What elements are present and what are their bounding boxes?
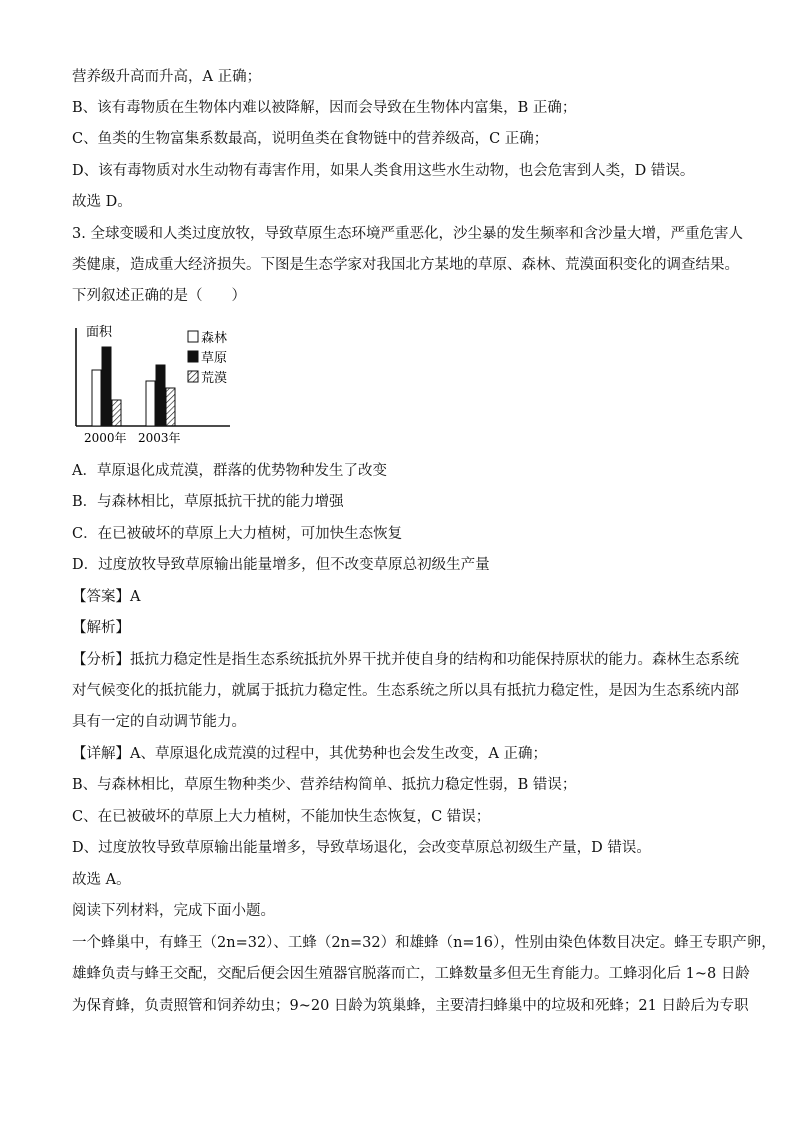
material-text: 为保育蜂，负责照管和饲养幼虫；9~20 日龄为筑巢蜂，主要清扫蜂巢中的垃圾和死蜂；21 日龄后为专职 [72, 998, 749, 1014]
detail-text: C、在已被破坏的草原上大力植树，不能加快生态恢复，C 错误； [72, 809, 491, 825]
answer-line: 【答案】A [72, 589, 141, 605]
bar-草原-2003年 [156, 365, 165, 426]
area-bar-chart [64, 318, 244, 446]
analysis-text: 具有一定的自动调节能力。 [72, 714, 246, 730]
bar-荒漠-2003年 [166, 388, 175, 426]
bar-森林-2003年 [146, 381, 155, 426]
question-3-stem: 类健康，造成重大经济损失。下图是生态学家对我国北方某地的草原、森林、荒漠面积变化的调查结果。 [72, 257, 739, 273]
text-line: D、该有毒物质对水生动物有毒害作用，如果人类食用这些水生动物，也会危害到人类，D 错误。 [72, 163, 695, 179]
bar-草原-2000年 [102, 347, 111, 426]
text-line: B、该有毒物质在生物体内难以被降解，因而会导致在生物体内富集，B 正确； [72, 100, 577, 116]
question-3-stem: 3. 全球变暖和人类过度放牧，导致草原生态环境严重恶化，沙尘暴的发生频率和含沙量大增，严重危害人 [72, 226, 743, 242]
detail-text: 【详解】A、草原退化成荒漠的过程中，其优势种也会发生改变，A 正确； [72, 746, 548, 762]
text-line: 故选 D。 [72, 194, 132, 210]
x-tick-label: 2000年 [84, 431, 127, 445]
legend-label-草原: 草原 [201, 351, 228, 366]
chart-bars [92, 347, 175, 426]
x-tick-label: 2003年 [138, 431, 181, 445]
legend-swatch-森林 [188, 331, 198, 342]
reading-instruction: 阅读下列材料，完成下面小题。 [72, 903, 275, 919]
bar-荒漠-2000年 [112, 400, 121, 426]
legend-swatch-草原 [188, 351, 198, 362]
detail-text: B、与森林相比，草原生物种类少、营养结构简单、抵抗力稳定性弱，B 错误； [72, 777, 577, 793]
analysis-text: 对气候变化的抵抗能力，就属于抵抗力稳定性。生态系统之所以具有抵抗力稳定性，是因为生态系统内部 [72, 683, 739, 699]
legend-label-森林: 森林 [201, 331, 228, 346]
text-line: C、鱼类的生物富集系数最高，说明鱼类在食物链中的营养级高，C 正确； [72, 131, 549, 147]
chart-legend [188, 330, 227, 386]
analysis-text: 【分析】抵抗力稳定性是指生态系统抵抗外界干扰并使自身的结构和功能保持原状的能力。森林生态系统 [72, 652, 739, 668]
text-line: 故选 A。 [72, 872, 131, 888]
bar-森林-2000年 [92, 370, 101, 426]
chart-tick-labels [84, 430, 181, 445]
option-c: C．在已被破坏的草原上大力植树，可加快生态恢复 [72, 526, 403, 542]
material-text: 雄蜂负责与蜂王交配，交配后便会因生殖器官脱落而亡，工蜂数量多但无生育能力。工蜂羽化后 1~8 日龄 [72, 966, 750, 982]
material-text: 一个蜂巢中，有蜂王（2n=32）、工蜂（2n=32）和雄蜂（n=16），性别由染色体数目决定。蜂王专职产卵， [72, 935, 776, 951]
question-3-stem: 下列叙述正确的是（ ） [72, 288, 246, 304]
option-d: D．过度放牧导致草原输出能量增多，但不改变草原总初级生产量 [72, 557, 490, 573]
text-line: 营养级升高而升高，A 正确； [72, 69, 262, 85]
analysis-heading: 【解析】 [72, 620, 130, 636]
chart-svg [64, 318, 244, 446]
option-a: A．草原退化成荒漠，群落的优势物种发生了改变 [72, 463, 387, 479]
option-b: B．与森林相比，草原抵抗干扰的能力增强 [72, 494, 344, 510]
legend-swatch-荒漠 [188, 371, 198, 382]
detail-text: D、过度放牧导致草原输出能量增多，导致草场退化，会改变草原总初级生产量，D 错误。 [72, 840, 651, 856]
legend-label-荒漠: 荒漠 [201, 371, 228, 386]
y-axis-label: 面积 [86, 325, 113, 340]
